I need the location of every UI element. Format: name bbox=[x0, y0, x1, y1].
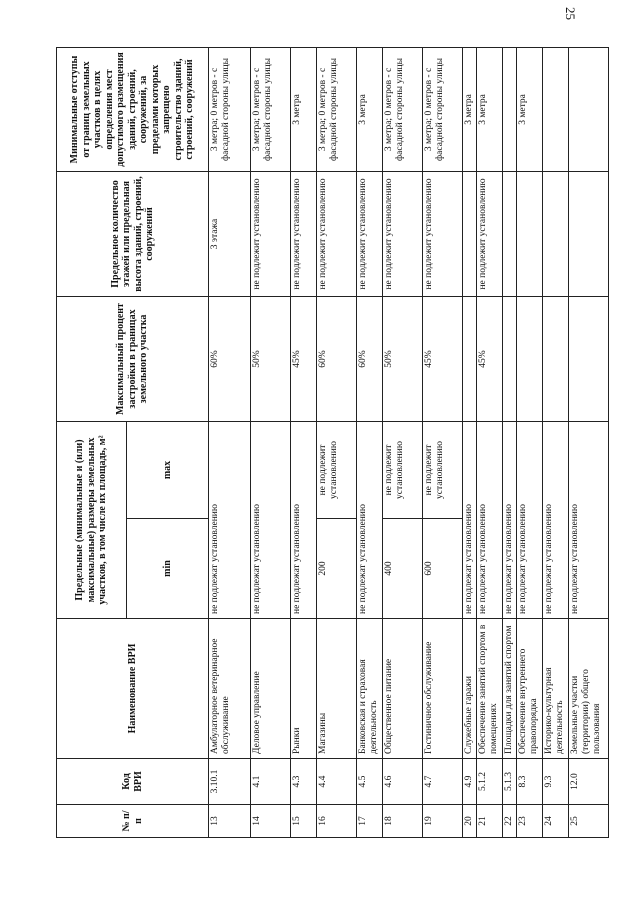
cell-name: Земельные участки (территории) общего пользования bbox=[569, 619, 609, 759]
cell-code: 4.7 bbox=[423, 759, 463, 805]
table-row bbox=[517, 47, 543, 837]
table-row bbox=[503, 47, 517, 837]
cell-setback bbox=[543, 47, 569, 171]
cell-code: 4.3 bbox=[291, 759, 317, 805]
cell-floors: 3 этажа bbox=[209, 171, 251, 296]
table-row bbox=[317, 47, 357, 837]
cell-floors bbox=[543, 171, 569, 296]
table-row bbox=[291, 47, 317, 837]
header-setbacks: Минимальные отступы от границ земельных участков в целях определения мест допустимого размещения зданий, строений, сооружений, за пределами которых запрещено строительство зданий, строений, сооружений bbox=[57, 47, 209, 171]
cell-num: 13 bbox=[209, 805, 251, 838]
cell-setback: 3 метра; 0 метров - с фасадной стороны улицы bbox=[209, 47, 251, 171]
table-row bbox=[423, 47, 463, 837]
cell-code: 4.4 bbox=[317, 759, 357, 805]
cell-num: 19 bbox=[423, 805, 463, 838]
cell-size: не подлежат установлению bbox=[503, 421, 517, 618]
cell-code: 4.6 bbox=[383, 759, 423, 805]
rotated-table-wrapper bbox=[56, 48, 602, 838]
cell-percent bbox=[517, 296, 543, 421]
cell-size: не подлежат установлению bbox=[291, 421, 317, 618]
header-floors: Предельное количество этажей или предельная высота зданий, строений, сооружений bbox=[57, 171, 209, 296]
cell-name: Площадки для занятий спортом bbox=[503, 619, 517, 759]
cell-code: 5.1.2 bbox=[477, 759, 503, 805]
table-row bbox=[209, 47, 251, 837]
cell-percent: 60% bbox=[209, 296, 251, 421]
cell-num: 18 bbox=[383, 805, 423, 838]
cell-setback: 3 метра bbox=[517, 47, 543, 171]
cell-num: 20 bbox=[463, 805, 477, 838]
cell-code: 4.5 bbox=[357, 759, 383, 805]
cell-code: 4.1 bbox=[251, 759, 291, 805]
cell-code: 3.10.1 bbox=[209, 759, 251, 805]
cell-size: не подлежат установлению bbox=[517, 421, 543, 618]
cell-floors: не подлежит установлению bbox=[317, 171, 357, 296]
header-num: № п/п bbox=[57, 805, 209, 838]
cell-max: не подлежит установлению bbox=[383, 421, 423, 518]
cell-name: Рынки bbox=[291, 619, 317, 759]
cell-percent bbox=[463, 296, 477, 421]
cell-code: 8.3 bbox=[517, 759, 543, 805]
table-row bbox=[251, 47, 291, 837]
cell-num: 22 bbox=[503, 805, 517, 838]
header-min: min bbox=[127, 519, 209, 619]
cell-floors: не подлежит установлению bbox=[357, 171, 383, 296]
cell-percent: 45% bbox=[477, 296, 503, 421]
page-number: 25 bbox=[563, 7, 578, 20]
header-code: Код ВРИ bbox=[57, 759, 209, 805]
cell-num: 23 bbox=[517, 805, 543, 838]
cell-name: Обеспечение внутреннего правопорядка bbox=[517, 619, 543, 759]
cell-name: Служебные гаражи bbox=[463, 619, 477, 759]
cell-name: Амбулаторное ветеринарное обслуживание bbox=[209, 619, 251, 759]
cell-setback: 3 метра; 0 метров - с фасадной стороны улицы bbox=[251, 47, 291, 171]
cell-floors bbox=[517, 171, 543, 296]
cell-num: 21 bbox=[477, 805, 503, 838]
cell-name: Банковская и страховая деятельность bbox=[357, 619, 383, 759]
cell-percent: 45% bbox=[423, 296, 463, 421]
cell-code: 9.3 bbox=[543, 759, 569, 805]
cell-setback bbox=[503, 47, 517, 171]
cell-setback: 3 метра; 0 метров - с фасадной стороны улицы bbox=[423, 47, 463, 171]
cell-floors bbox=[569, 171, 609, 296]
cell-setback: 3 метра bbox=[291, 47, 317, 171]
vri-table bbox=[56, 47, 609, 838]
cell-num: 24 bbox=[543, 805, 569, 838]
cell-num: 14 bbox=[251, 805, 291, 838]
cell-setback: 3 метра bbox=[477, 47, 503, 171]
cell-num: 17 bbox=[357, 805, 383, 838]
cell-min: 400 bbox=[383, 519, 423, 619]
cell-max: не подлежит установлению bbox=[317, 421, 357, 518]
cell-setback: 3 метра bbox=[357, 47, 383, 171]
header-percent: Максимальный процент застройки в границах земельного участка bbox=[57, 296, 209, 421]
cell-setback: 3 метра; 0 метров - с фасадной стороны улицы bbox=[317, 47, 357, 171]
cell-code: 12.0 bbox=[569, 759, 609, 805]
header-max: max bbox=[127, 421, 209, 518]
header-name: Наименование ВРИ bbox=[57, 619, 209, 759]
cell-num: 25 bbox=[569, 805, 609, 838]
cell-floors: не подлежит установлению bbox=[291, 171, 317, 296]
cell-num: 15 bbox=[291, 805, 317, 838]
table-row bbox=[383, 47, 423, 837]
cell-percent bbox=[569, 296, 609, 421]
cell-size: не подлежат установлению bbox=[463, 421, 477, 618]
cell-size: не подлежат установлению bbox=[357, 421, 383, 618]
cell-floors bbox=[463, 171, 477, 296]
cell-size: не подлежат установлению bbox=[209, 421, 251, 618]
header-size-group: Предельные (минимальные и (или) максимальные) размеры земельных участков, в том числе их площадь, м² bbox=[57, 421, 127, 618]
cell-name: Гостиничное обслуживание bbox=[423, 619, 463, 759]
table-row bbox=[463, 47, 477, 837]
cell-name: Историко-культурная деятельность bbox=[543, 619, 569, 759]
cell-max: не подлежит установлению bbox=[423, 421, 463, 518]
cell-size: не подлежат установлению bbox=[543, 421, 569, 618]
table-row bbox=[477, 47, 503, 837]
cell-name: Общественное питание bbox=[383, 619, 423, 759]
cell-floors: не подлежит установлению bbox=[477, 171, 503, 296]
cell-size: не подлежат установлению bbox=[251, 421, 291, 618]
cell-percent bbox=[543, 296, 569, 421]
cell-min: 200 bbox=[317, 519, 357, 619]
table-row bbox=[357, 47, 383, 837]
cell-percent bbox=[503, 296, 517, 421]
cell-code: 4.9 bbox=[463, 759, 477, 805]
cell-percent: 50% bbox=[383, 296, 423, 421]
cell-setback bbox=[569, 47, 609, 171]
cell-size: не подлежат установлению bbox=[477, 421, 503, 618]
cell-setback: 3 метра bbox=[463, 47, 477, 171]
cell-size: не подлежат установлению bbox=[569, 421, 609, 618]
cell-name: Магазины bbox=[317, 619, 357, 759]
table-row bbox=[569, 47, 609, 837]
cell-floors: не подлежит установлению bbox=[383, 171, 423, 296]
cell-percent: 60% bbox=[357, 296, 383, 421]
cell-num: 16 bbox=[317, 805, 357, 838]
cell-floors: не подлежит установлению bbox=[423, 171, 463, 296]
cell-percent: 45% bbox=[291, 296, 317, 421]
cell-min: 600 bbox=[423, 519, 463, 619]
cell-percent: 50% bbox=[251, 296, 291, 421]
cell-percent: 60% bbox=[317, 296, 357, 421]
cell-code: 5.1.3 bbox=[503, 759, 517, 805]
cell-name: Деловое управление bbox=[251, 619, 291, 759]
cell-setback: 3 метра; 0 метров - с фасадной стороны улицы bbox=[383, 47, 423, 171]
cell-name: Обеспечение занятий спортом в помещениях bbox=[477, 619, 503, 759]
cell-floors: не подлежит установлению bbox=[251, 171, 291, 296]
table-row bbox=[543, 47, 569, 837]
cell-floors bbox=[503, 171, 517, 296]
